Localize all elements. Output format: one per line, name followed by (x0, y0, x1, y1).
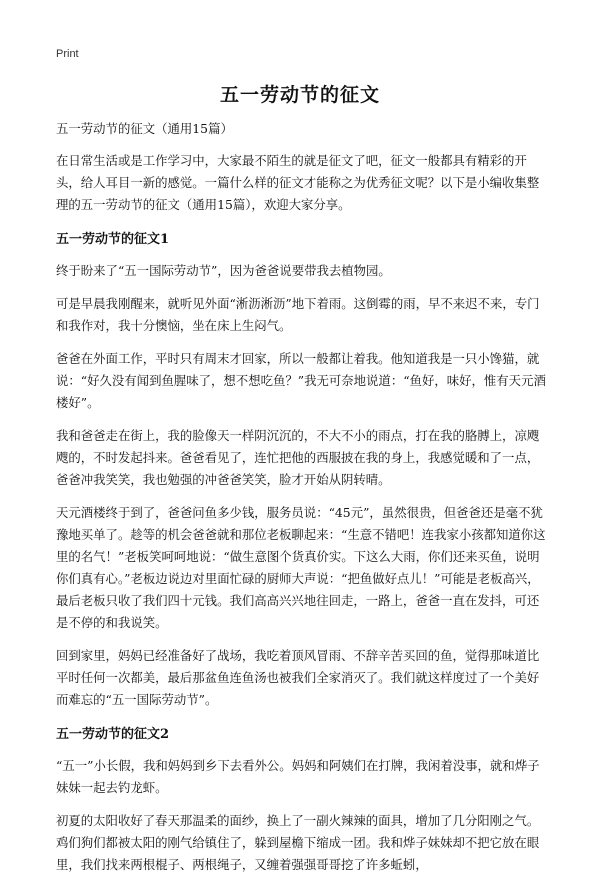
paragraph: 爸爸在外面工作，平时只有周末才回家，所以一般都让着我。他知道我是一只小馋猫，就说：“好久没有闻到鱼腥味了，想不想吃鱼？”我无可奈地说道：“鱼好，味好，惟有天元酒楼好”。 (56, 351, 546, 410)
paragraph: 终于盼来了“五一国际劳动节”，因为爸爸说要带我去植物园。 (56, 263, 391, 278)
section-heading-2: 五一劳动节的征文2 (56, 727, 170, 742)
paragraph: 天元酒楼终于到了，爸爸问鱼多少钱，服务员说：“45元”，虽然很贵，但爸爸还是毫不犹豫地买单了。趁等的机会爸爸就和那位老板聊起来：“生意不错吧！连我家小孩都知道你这里的名气！”老板笑呵呵地说：“做生意图个货真价实。下这么大雨，你们还来买鱼，说明你们真有心。”老板边说边对里面忙碌的厨师大声说：“把鱼做好点儿！”可能是老板高兴，最后老板只收了我们四十元钱。我们高高兴兴地往回走，一路上，爸爸一直在发抖，可还是不停的和我说笑。 (56, 505, 546, 630)
page-title: 五一劳动节的征文 (219, 84, 380, 106)
article-subtitle: 五一劳动节的征文（通用15篇） (56, 121, 233, 136)
paragraph: “五一”小长假，我和妈妈到乡下去看外公。妈妈和阿姨们在打牌，我闲着没事，就和烨子妹妹一起去钓龙虾。 (56, 758, 540, 795)
intro-paragraph: 在日常生活或是工作学习中，大家最不陌生的就是征文了吧，征文一般都具有精彩的开头，给人耳目一新的感觉。一篇什么样的征文才能称之为优秀征文呢？以下是小编收集整理的五一劳动节的征文（通用15篇），欢迎大家分享。 (56, 153, 540, 212)
paragraph: 回到家里，妈妈已经准备好了战场，我吃着顶风冒雨、不辞辛苦买回的鱼，觉得那味道比平时任何一次都美，最后那盆鱼连鱼汤也被我们全家消灭了。我们就这样度过了一个美好而难忘的“五一国际劳动节”。 (56, 648, 540, 707)
section-heading-1: 五一劳动节的征文1 (56, 232, 170, 247)
paragraph: 初夏的太阳收好了春天那温柔的面纱，换上了一副火辣辣的面具，增加了几分阳刚之气。鸡们狗们都被太阳的刚气给镇住了，躲到屋檐下缩成一团。我和烨子妹妹却不把它放在眼里，我们找来两根棍子、两根绳子，又缠着强强哥哥挖了许多蚯蚓， (56, 813, 540, 872)
paragraph: 可是早晨我刚醒来，就听见外面“淅沥淅沥”地下着雨。这倒霉的雨，早不来迟不来，专门和我作对，我十分懊恼，坐在床上生闷气。 (56, 296, 540, 333)
article-body (56, 118, 548, 887)
print-link[interactable]: Print (56, 48, 79, 60)
paragraph: 我和爸爸走在街上，我的脸像天一样阴沉沉的，不大不小的雨点，打在我的胳膊上，凉飕飕的，不时发起抖来。爸爸看见了，连忙把他的西服披在我的身上，我感觉暖和了一点，爸爸冲我笑笑，我也勉强的冲爸爸笑笑，脸才开始从阴转晴。 (56, 428, 540, 487)
